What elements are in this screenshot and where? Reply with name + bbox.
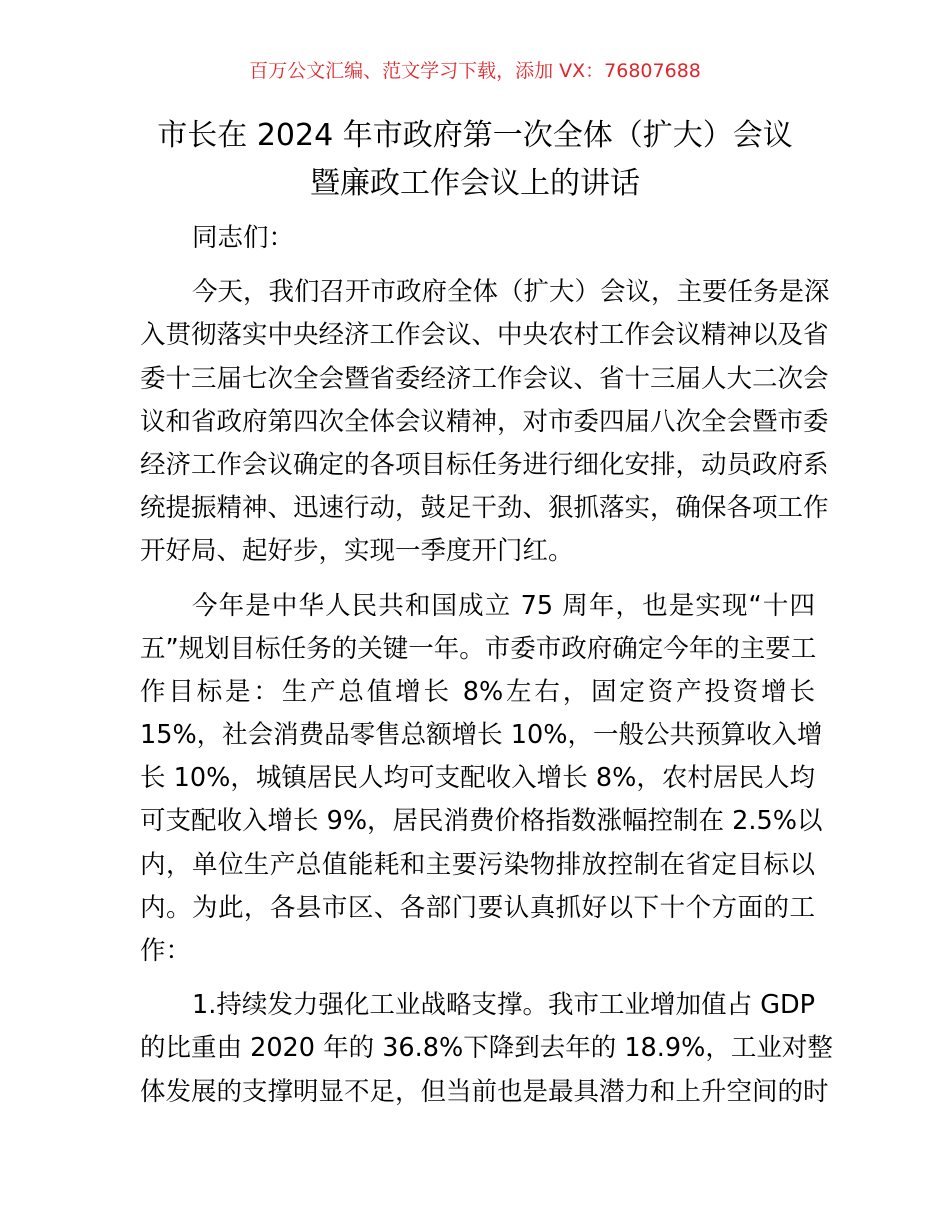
text-line: 可支配收入增长 9%，居民消费价格指数涨幅控制在 2.5%以 [140, 806, 823, 837]
text-line: 内。为此，各县市区、各部门要认真抓好以下十个方面的工 [140, 892, 815, 923]
text-line: 今天，我们召开市政府全体（扩大）会议，主要任务是深 [192, 277, 830, 308]
text-line: 1.持续发力强化工业战略支撑。我市工业增加值占 GDP [192, 990, 815, 1021]
paragraph [140, 271, 830, 573]
text-line: 体发展的支撑明显不足，但当前也是最具潜力和上升空间的时 [140, 1076, 829, 1107]
salutation-text: 同志们： [192, 223, 295, 253]
document-body [140, 217, 833, 1125]
text-line: 作： [140, 936, 192, 966]
text-line: 长 10%，城镇居民人均可支配收入增长 8%，农村居民人均 [140, 763, 815, 794]
text-line: 15%，社会消费品零售总额增长 10%，一般公共预算收入增 [140, 720, 823, 751]
paragraph [140, 585, 823, 974]
title-line: 市长在 2024 年市政府第一次全体（扩大）会议 [157, 118, 793, 153]
text-line: 五”规划目标任务的关键一年。市委市政府确定今年的主要工 [140, 633, 817, 664]
text-line: 开好局、起好步，实现一季度开门红。 [140, 536, 574, 567]
text-line: 入贯彻落实中央经济工作会议、中央农村工作会议精神以及省 [140, 320, 829, 351]
text-line: 议和省政府第四次全体会议精神，对市委四届八次全会暨市委 [140, 406, 829, 437]
paragraph [140, 984, 833, 1114]
watermark-header: 百万公文汇编、范文学习下载，添加 VX：76807688 [249, 60, 701, 82]
document-title [0, 112, 950, 208]
text-line: 的比重由 2020 年的 36.8%下降到去年的 18.9%，工业对整 [140, 1033, 833, 1064]
text-line: 作目标是：生产总值增长 8%左右，固定资产投资增长 [140, 676, 815, 707]
text-line: 委十三届七次全会暨省委经济工作会议、省十三届人大二次会 [140, 363, 829, 394]
text-line: 经济工作会议确定的各项目标任务进行细化安排，动员政府系 [140, 449, 829, 480]
text-line: 统提振精神、迅速行动，鼓足干劲、狠抓落实，确保各项工作 [140, 493, 829, 524]
text-line: 内，单位生产总值能耗和主要污染物排放控制在省定目标以 [140, 849, 815, 880]
text-line: 今年是中华人民共和国成立 75 周年，也是实现“十四 [192, 590, 815, 621]
title-line: 暨廉政工作会议上的讲话 [310, 166, 640, 201]
salutation [140, 217, 815, 260]
